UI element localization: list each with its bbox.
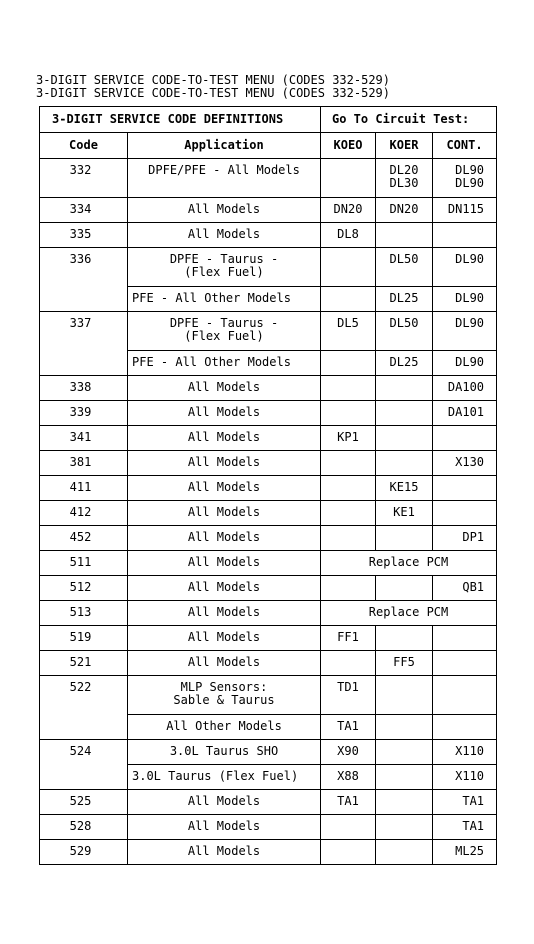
- cont-column-header: CONT.: [433, 133, 497, 159]
- code-cell: 411: [40, 476, 128, 501]
- code-cell: 336: [40, 248, 128, 312]
- table-row: [40, 501, 497, 526]
- cont-cell: [433, 715, 497, 740]
- koeo-cell: TA1: [321, 715, 376, 740]
- koer-cell: DN20: [376, 198, 433, 223]
- table-row: [40, 198, 497, 223]
- code-cell: 519: [40, 626, 128, 651]
- koeo-cell: DN20: [321, 198, 376, 223]
- koeo-cell: [321, 501, 376, 526]
- table-row: [40, 223, 497, 248]
- cont-cell: [433, 476, 497, 501]
- cont-cell: [433, 626, 497, 651]
- application-cell: All Models: [128, 651, 321, 676]
- koeo-cell: [321, 248, 376, 287]
- koer-cell: DL50: [376, 312, 433, 351]
- koeo-cell: [321, 401, 376, 426]
- table-row: [40, 159, 497, 198]
- koer-cell: FF5: [376, 651, 433, 676]
- koer-cell: [376, 223, 433, 248]
- cont-cell: DL90: [433, 351, 497, 376]
- cont-cell: X110: [433, 740, 497, 765]
- application-cell: All Models: [128, 451, 321, 476]
- table-row: [40, 815, 497, 840]
- code-cell: 512: [40, 576, 128, 601]
- application-cell: All Models: [128, 376, 321, 401]
- cont-cell: TA1: [433, 790, 497, 815]
- koeo-cell: [321, 476, 376, 501]
- application-cell: All Models: [128, 576, 321, 601]
- application-cell: All Models: [128, 401, 321, 426]
- table-row: [40, 248, 497, 287]
- application-cell: MLP Sensors: Sable & Taurus: [128, 676, 321, 715]
- koer-cell: [376, 576, 433, 601]
- koeo-cell: [321, 351, 376, 376]
- cont-cell: DN115: [433, 198, 497, 223]
- code-cell: 341: [40, 426, 128, 451]
- cont-cell: [433, 501, 497, 526]
- code-cell: 338: [40, 376, 128, 401]
- table-row: [40, 740, 497, 765]
- code-column-header: Code: [40, 133, 128, 159]
- code-cell: 524: [40, 740, 128, 790]
- table-row: [40, 840, 497, 865]
- koer-cell: [376, 715, 433, 740]
- cont-cell: DL90: [433, 287, 497, 312]
- cont-cell: DA101: [433, 401, 497, 426]
- application-cell: All Models: [128, 601, 321, 626]
- koeo-cell: DL8: [321, 223, 376, 248]
- cont-cell: [433, 223, 497, 248]
- table-row: [40, 526, 497, 551]
- koer-column-header: KOER: [376, 133, 433, 159]
- koeo-cell: X90: [321, 740, 376, 765]
- koer-cell: KE1: [376, 501, 433, 526]
- application-cell: All Models: [128, 501, 321, 526]
- koer-cell: [376, 815, 433, 840]
- koeo-cell: [321, 287, 376, 312]
- code-cell: 529: [40, 840, 128, 865]
- koer-cell: DL25: [376, 287, 433, 312]
- code-cell: 339: [40, 401, 128, 426]
- code-cell: 525: [40, 790, 128, 815]
- koeo-cell: [321, 526, 376, 551]
- koer-cell: KE15: [376, 476, 433, 501]
- table-row: [40, 651, 497, 676]
- koer-cell: [376, 401, 433, 426]
- koeo-cell: [321, 840, 376, 865]
- application-cell: All Models: [128, 790, 321, 815]
- koer-cell: [376, 765, 433, 790]
- koeo-cell: [321, 451, 376, 476]
- koeo-cell: DL5: [321, 312, 376, 351]
- koeo-cell: [321, 376, 376, 401]
- koer-cell: [376, 740, 433, 765]
- cont-cell: DP1: [433, 526, 497, 551]
- table-row: [40, 576, 497, 601]
- code-cell: 337: [40, 312, 128, 376]
- cont-cell: DA100: [433, 376, 497, 401]
- replace-pcm-cell: Replace PCM: [321, 551, 497, 576]
- application-cell: All Models: [128, 840, 321, 865]
- table-row: [40, 376, 497, 401]
- application-cell: All Models: [128, 426, 321, 451]
- koer-cell: [376, 426, 433, 451]
- application-cell: All Models: [128, 815, 321, 840]
- koer-cell: [376, 840, 433, 865]
- koeo-cell: [321, 576, 376, 601]
- code-cell: 452: [40, 526, 128, 551]
- application-cell: All Models: [128, 198, 321, 223]
- table-row: [40, 451, 497, 476]
- koeo-cell: [321, 815, 376, 840]
- application-cell: All Other Models: [128, 715, 321, 740]
- application-cell: All Models: [128, 476, 321, 501]
- cont-cell: DL90: [433, 312, 497, 351]
- koer-cell: [376, 676, 433, 715]
- application-cell: DPFE/PFE - All Models: [128, 159, 321, 198]
- koeo-cell: X88: [321, 765, 376, 790]
- koer-cell: [376, 626, 433, 651]
- cont-cell: [433, 651, 497, 676]
- code-cell: 528: [40, 815, 128, 840]
- cont-cell: [433, 426, 497, 451]
- code-cell: 332: [40, 159, 128, 198]
- code-cell: 522: [40, 676, 128, 740]
- koer-cell: [376, 451, 433, 476]
- table-row: [40, 601, 497, 626]
- koer-cell: [376, 376, 433, 401]
- replace-pcm-cell: Replace PCM: [321, 601, 497, 626]
- application-cell: DPFE - Taurus - (Flex Fuel): [128, 312, 321, 351]
- table-row: [40, 676, 497, 715]
- cont-cell: [433, 676, 497, 715]
- application-cell: All Models: [128, 526, 321, 551]
- cont-cell: X130: [433, 451, 497, 476]
- menu-title-repeat: 3-DIGIT SERVICE CODE-TO-TEST MENU (CODES 332-529): [36, 86, 391, 100]
- service-code-table: [39, 106, 497, 865]
- table-row: [40, 790, 497, 815]
- application-cell: PFE - All Other Models: [128, 287, 321, 312]
- koeo-cell: TD1: [321, 676, 376, 715]
- application-cell: All Models: [128, 551, 321, 576]
- application-cell: All Models: [128, 626, 321, 651]
- code-cell: 334: [40, 198, 128, 223]
- cont-cell: X110: [433, 765, 497, 790]
- cont-cell: DL90: [433, 248, 497, 287]
- application-column-header: Application: [128, 133, 321, 159]
- table-row: [40, 426, 497, 451]
- koeo-column-header: KOEO: [321, 133, 376, 159]
- koeo-cell: [321, 159, 376, 198]
- code-cell: 513: [40, 601, 128, 626]
- koeo-cell: KP1: [321, 426, 376, 451]
- koer-cell: DL25: [376, 351, 433, 376]
- cont-cell: ML25: [433, 840, 497, 865]
- application-cell: 3.0L Taurus (Flex Fuel): [128, 765, 321, 790]
- table-row: [40, 312, 497, 351]
- koer-cell: [376, 790, 433, 815]
- goto-circuit-test-heading: Go To Circuit Test:: [321, 107, 497, 133]
- menu-title: 3-DIGIT SERVICE CODE-TO-TEST MENU (CODES 332-529): [36, 73, 391, 87]
- table-row: [40, 476, 497, 501]
- koeo-cell: [321, 651, 376, 676]
- code-cell: 511: [40, 551, 128, 576]
- cont-cell: QB1: [433, 576, 497, 601]
- code-cell: 412: [40, 501, 128, 526]
- code-cell: 521: [40, 651, 128, 676]
- application-cell: DPFE - Taurus - (Flex Fuel): [128, 248, 321, 287]
- code-cell: 335: [40, 223, 128, 248]
- koeo-cell: FF1: [321, 626, 376, 651]
- table-row: [40, 626, 497, 651]
- application-cell: 3.0L Taurus SHO: [128, 740, 321, 765]
- definitions-heading: 3-DIGIT SERVICE CODE DEFINITIONS: [40, 107, 321, 133]
- koer-cell: [376, 526, 433, 551]
- koer-cell: DL20 DL30: [376, 159, 433, 198]
- koeo-cell: TA1: [321, 790, 376, 815]
- application-cell: All Models: [128, 223, 321, 248]
- cont-cell: TA1: [433, 815, 497, 840]
- code-cell: 381: [40, 451, 128, 476]
- koer-cell: DL50: [376, 248, 433, 287]
- table-row: [40, 401, 497, 426]
- cont-cell: DL90 DL90: [433, 159, 497, 198]
- table-row: [40, 551, 497, 576]
- application-cell: PFE - All Other Models: [128, 351, 321, 376]
